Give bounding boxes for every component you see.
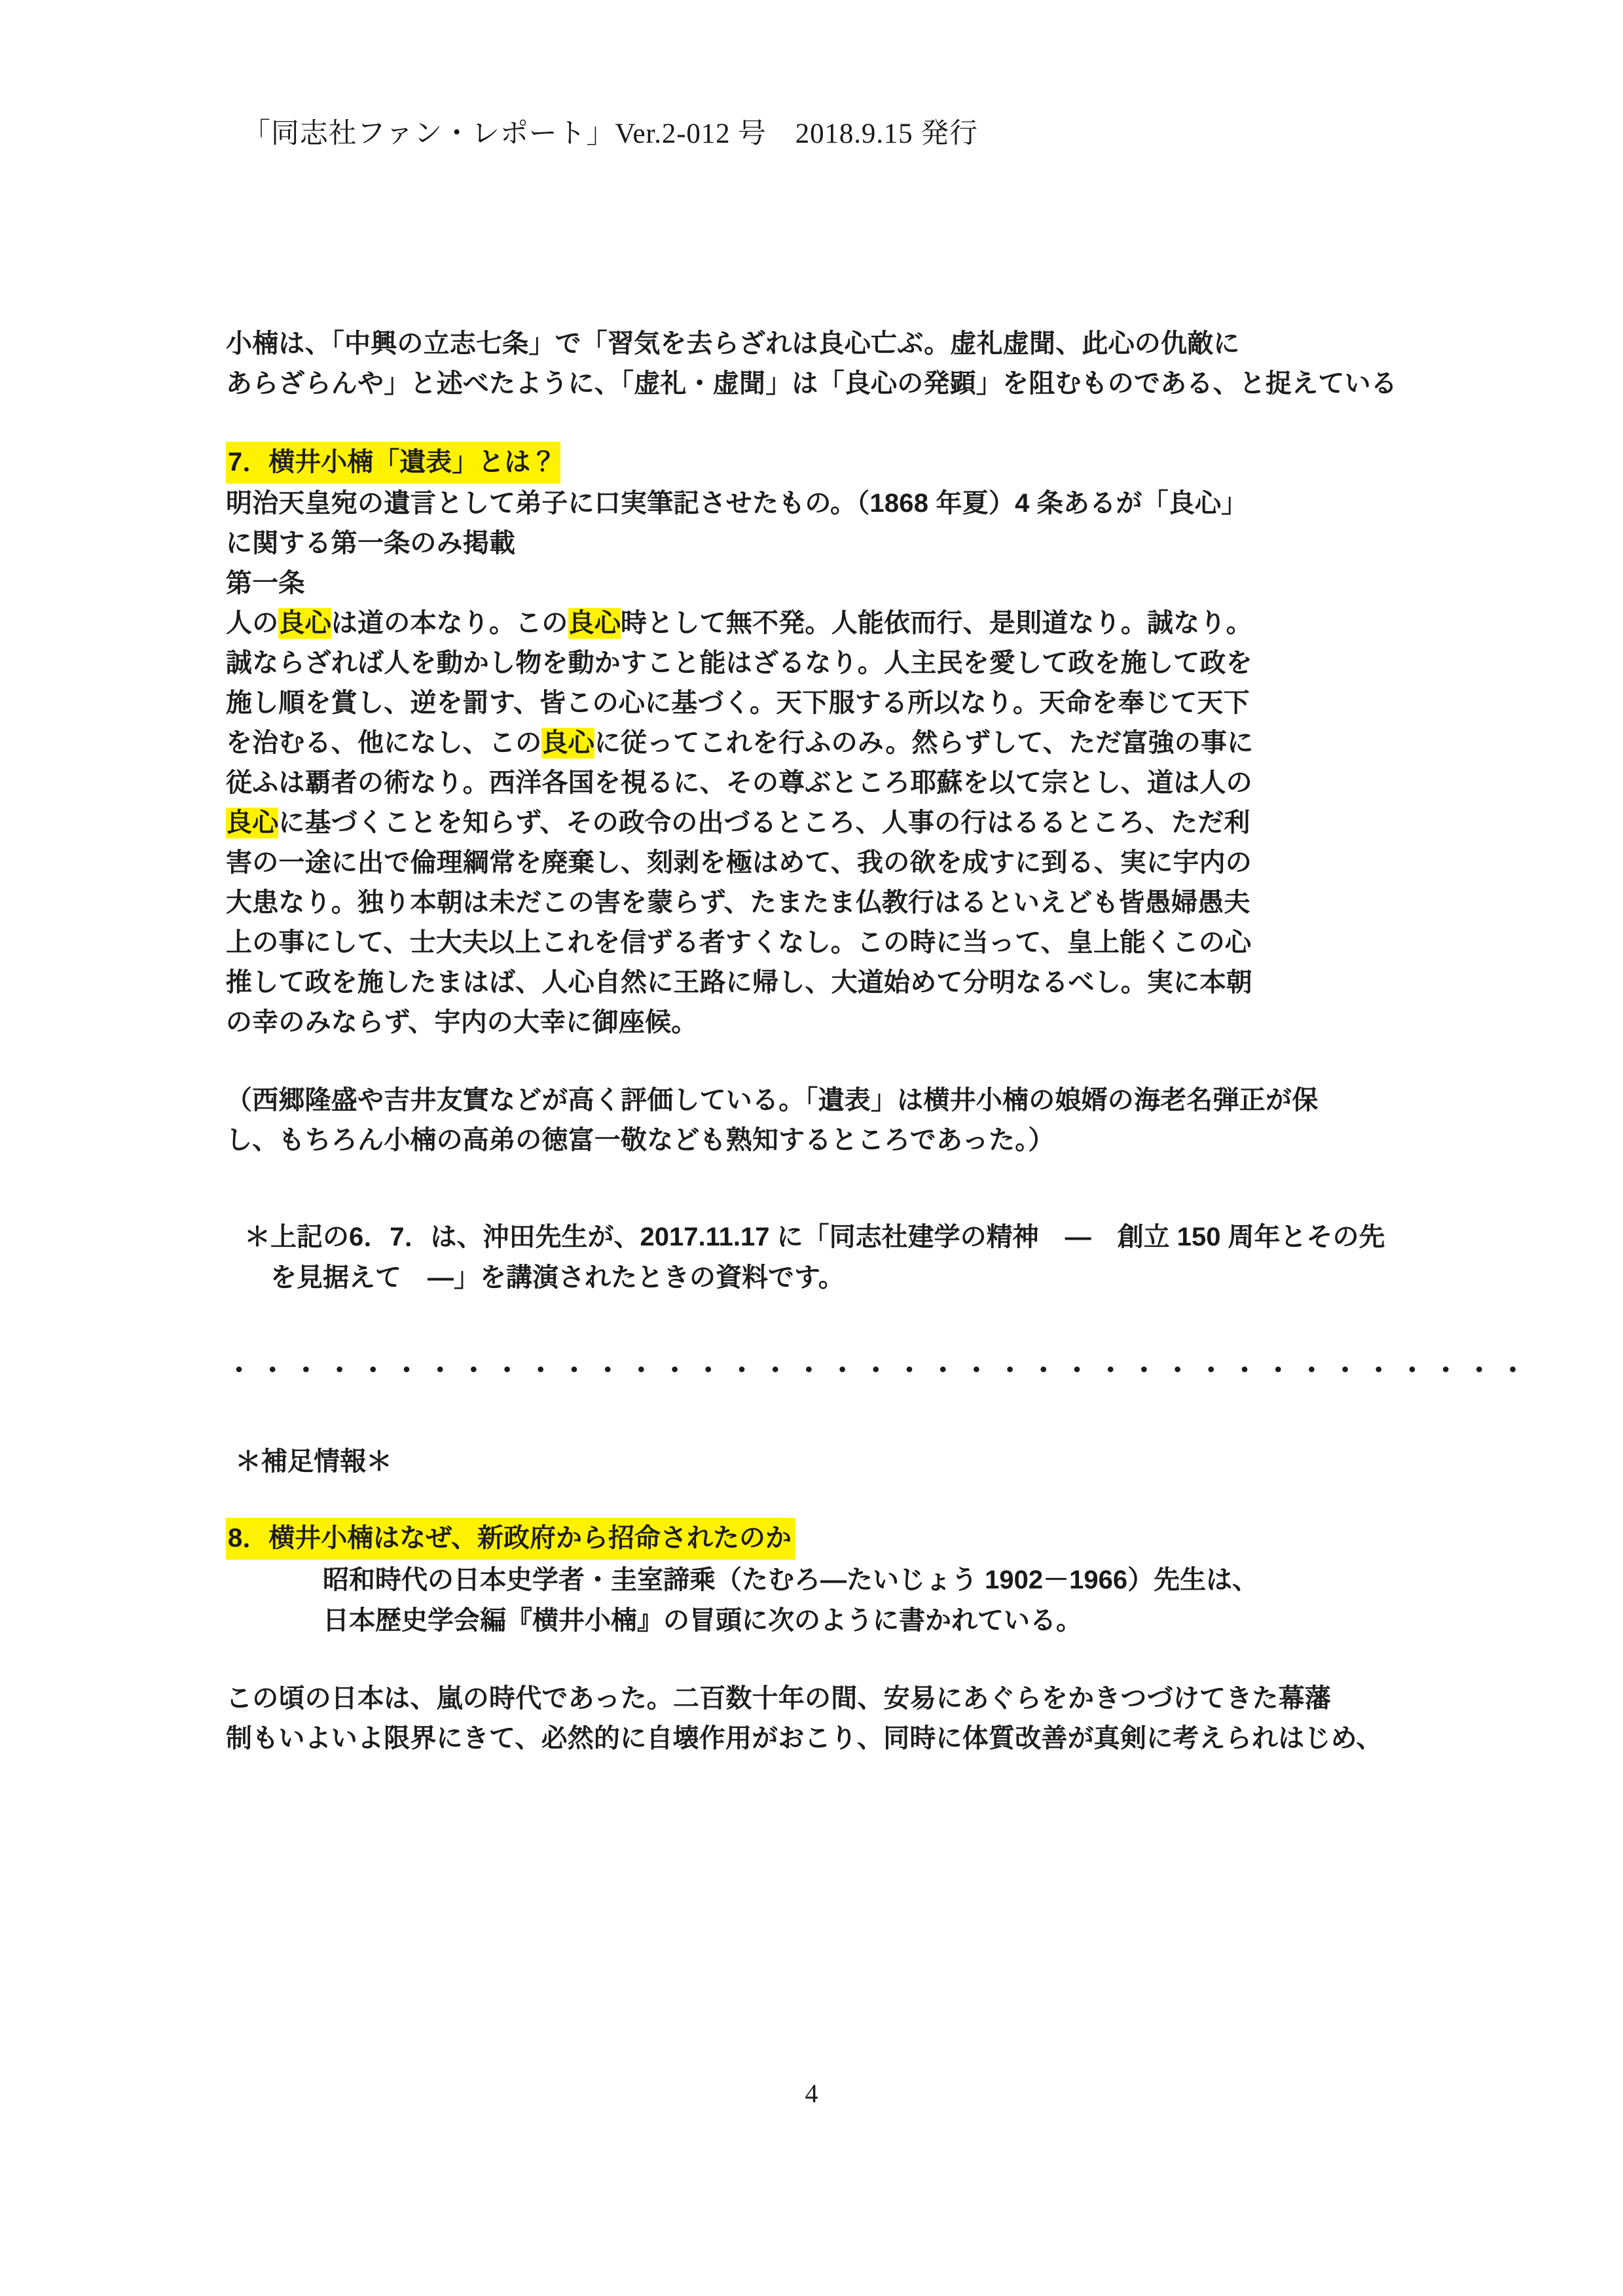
quote-line-1-c: 時として無不発。人能依而行、是則道なり。誠なり。	[621, 609, 1252, 637]
spacer	[226, 1480, 1398, 1518]
quote-line-6-b: に基づくことを知らず、その政令の出づるところ、人事の行はるるところ、ただ利	[278, 808, 1250, 837]
supplementary-info-label: ＊補足情報＊	[235, 1447, 392, 1476]
intro-paragraph	[226, 324, 1398, 404]
document-body	[226, 324, 1533, 1759]
section-8-body	[226, 1679, 1398, 1759]
section-7-desc-line-2: に関する第一条のみ掲載	[226, 529, 516, 558]
spacer	[226, 1298, 1398, 1354]
section-7-heading: 7．横井小楠「遺表」とは？	[226, 442, 560, 484]
parenthetical-note-line-1: （西郷隆盛や吉井友實などが高く評価している。「遺表」は横井小楠の娘婿の海老名弾正が保	[226, 1086, 1319, 1115]
quote-line-5: 従ふは覇者の術なり。西洋各国を視るに、その尊ぶところ耶蘇を以て宗とし、道は人の	[226, 768, 1252, 797]
section-8-heading: 8．横井小楠はなぜ、新政府から招命されたのか	[226, 1518, 795, 1560]
section-7-desc-line-1: 明治天皇宛の遺言として弟子に口実筆記させたもの。（1868 年夏）4 条あるが「良心」	[226, 489, 1248, 518]
spacer	[226, 1043, 1398, 1081]
spacer	[226, 1641, 1398, 1679]
section-8-citation	[226, 1560, 1398, 1641]
spacer	[226, 1387, 1398, 1443]
section-8-body-line-1: この頃の日本は、嵐の時代であった。二百数十年の間、安易にあぐらをかきつづけてきた幕藩	[226, 1684, 1331, 1713]
spacer	[226, 1160, 1398, 1217]
quote-line-10: 推して政を施したまはば、人心自然に王路に帰し、大道始めて分明なるべし。実に本朝	[226, 968, 1252, 997]
page-number: 4	[805, 2079, 818, 2108]
intro-line-2: あらざらんや」と述べたように、「虚礼・虚聞」は「良心の発顕」を阻むものである、と捉えている	[226, 369, 1397, 398]
quote-line-7: 害の一途に出で倫理綱常を廃棄し、刻剥を極はめて、我の欲を成すに到る、実に宇内の	[226, 848, 1252, 877]
lecture-source-note	[226, 1217, 1398, 1298]
section-8-citation-line-1: 昭和時代の日本史学者・圭室諦乘（たむろ―たいじょう 1902－1966）先生は、	[323, 1566, 1259, 1594]
intro-line-1: 小楠は、「中興の立志七条」で「習気を去らざれは良心亡ぶ。虚礼虚聞、此心の仇敵に	[226, 329, 1240, 358]
quote-line-8: 大患なり。独り本朝は未だこの害を蒙らず、たまたま仏教行はるといえども皆愚婦愚夫	[226, 888, 1250, 917]
section-7-heading-wrap	[226, 442, 1398, 484]
article-label: 第一条	[226, 569, 305, 598]
document-header-title: 「同志社ファン・レポート」Ver.2-012 号 2018.9.15 発行	[242, 118, 978, 149]
section-8-body-line-2: 制もいよいよ限界にきて、必然的に自壊作用がおこり、同時に体質改善が真剣に考えられはじめ、	[226, 1724, 1383, 1753]
highlight-ryoshin-4: 良心	[226, 808, 279, 837]
highlight-ryoshin-3: 良心	[541, 728, 594, 757]
section-8-heading-wrap	[226, 1518, 1398, 1560]
parenthetical-note	[226, 1081, 1398, 1160]
highlight-ryoshin-2: 良心	[568, 609, 621, 637]
quote-line-1-b: は道の本なり。この	[331, 609, 568, 637]
lecture-note-line-2: を見据えて ―」を講演されたときの資料です。	[270, 1263, 845, 1292]
article-quote	[226, 603, 1398, 1043]
lecture-note-line-1: ＊上記の6．7．は、沖田先生が、2017.11.17 に「同志社建学の精神 ― 創立 150 周年とその先	[244, 1223, 1385, 1251]
parenthetical-note-line-2: し、もちろん小楠の高弟の徳富一敬なども熟知するところであった。）	[226, 1126, 1055, 1155]
dotted-divider: ・・・・・・・・・・・・・・・・・・・・・・・・・・・・・・・・・・・・・・・	[226, 1356, 1533, 1385]
section-8-citation-line-2: 日本歴史学会編『横井小楠』の冒頭に次のように書かれている。	[323, 1606, 1082, 1635]
highlight-ryoshin-1: 良心	[278, 609, 331, 637]
quote-line-9: 上の事にして、士大夫以上これを信ずる者すくなし。この時に当って、皇上能くこの心	[226, 928, 1252, 957]
quote-line-4-b: に従ってこれを行ふのみ。然らずして、ただ富強の事に	[594, 728, 1254, 757]
quote-line-2: 誠ならざれば人を動かし物を動かすこと能はざるなり。人主民を愛して政を施して政を	[226, 649, 1252, 677]
quote-line-3: 施し順を賞し、逆を罰す、皆この心に基づく。天下服する所以なり。天命を奉じて天下	[226, 689, 1250, 717]
spacer	[226, 404, 1398, 442]
quote-line-1-a: 人の	[226, 609, 279, 637]
quote-line-4-a: を治むる、他になし、この	[226, 728, 542, 757]
section-7-description	[226, 484, 1398, 564]
quote-line-11: の幸のみならず、宇内の大幸に御座候。	[226, 1008, 698, 1037]
